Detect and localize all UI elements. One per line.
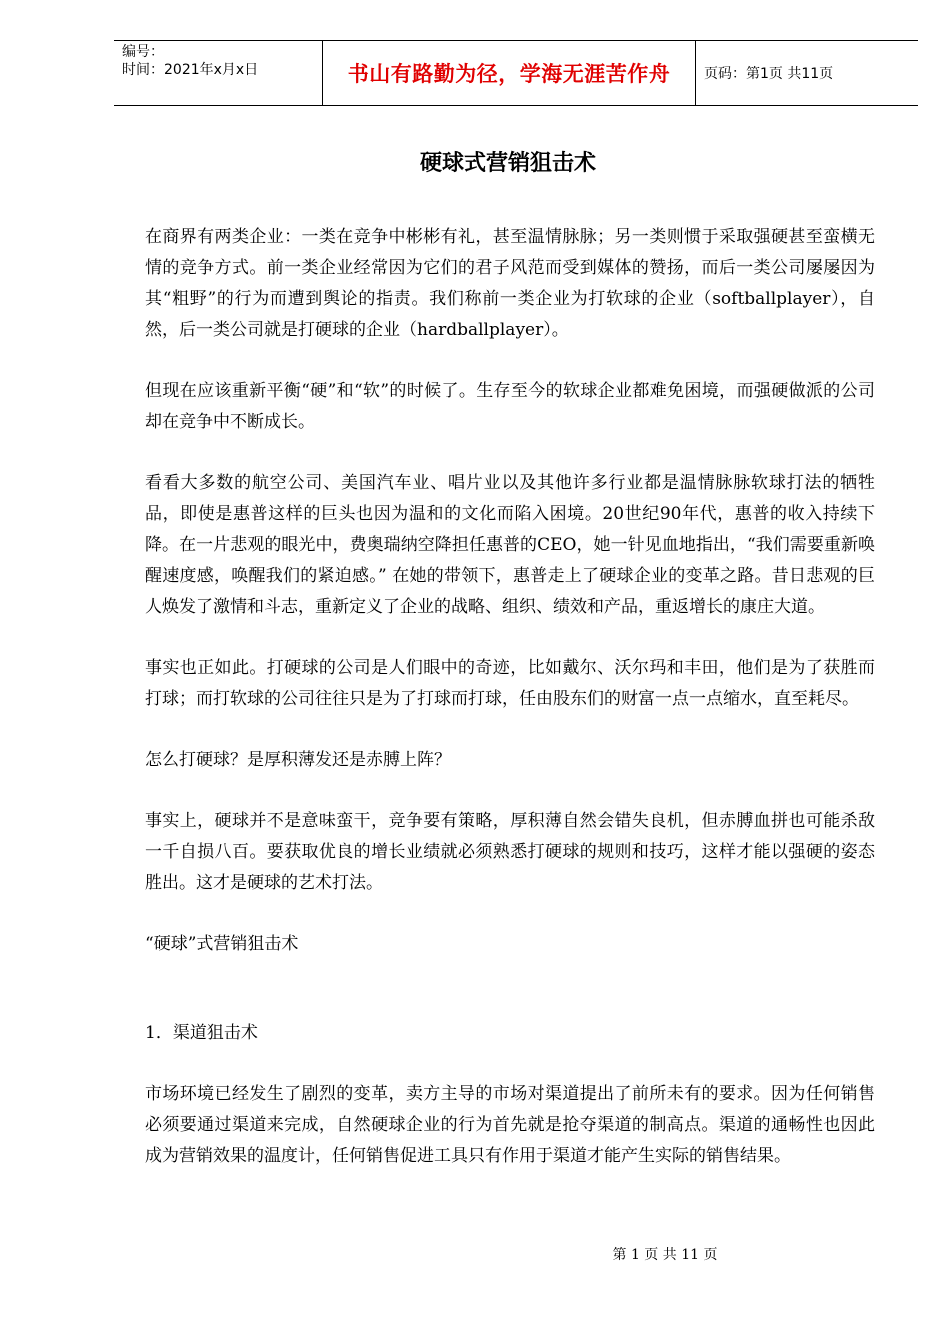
paragraph-4: 事实也正如此。打硬球的公司是人们眼中的奇迹，比如戴尔、沃尔玛和丰田，他们是为了获胜而打球；而打软球的公司往往只是为了打球而打球，任由股东们的财富一点一点缩水，直至耗尽。 xyxy=(145,658,875,709)
number-label: 编号： xyxy=(122,44,164,60)
header-meta-cell xyxy=(114,41,323,106)
paragraph-3: 看看大多数的航空公司、美国汽车业、唱片业以及其他许多行业都是温情脉脉软球打法的牺牲品，即使是惠普这样的巨头也因为温和的文化而陷入困境。20世纪90年代，惠普的收入持续下降。在一片悲观的眼光中，费奥瑞纳空降担任惠普的CEO，她一针见血地指出，“我们需要重新唤醒速度感，唤醒我们的紧迫感。” 在她的带领下，惠普走上了硬球企业的变革之路。昔日悲观的巨人焕发了激情和斗志，重新定义了企业的战略、组织、绩效和产品，重返增长的康庄大道。 xyxy=(145,473,875,617)
page-info: 页码：第1页 共11页 xyxy=(704,66,834,82)
page-footer: 第 1 页 共 11 页 xyxy=(612,1247,718,1263)
document-body xyxy=(145,222,875,1172)
subsection-heading: 1．渠道狙击术 xyxy=(145,1023,258,1043)
paragraph-6: 事实上，硬球并不是意味蛮干，竞争要有策略，厚积薄自然会错失良机，但赤膊血拼也可能杀敌一千自损八百。要获取优良的增长业绩就必须熟悉打硬球的规则和技巧，这样才能以强硬的姿态胜出。这才是硬球的艺术打法。 xyxy=(145,811,875,893)
time-label: 时间：2021年x月x日 xyxy=(122,62,259,78)
header-page-cell xyxy=(696,41,919,106)
section-heading: “硬球”式营销狙击术 xyxy=(145,934,299,954)
paragraph-1: 在商界有两类企业：一类在竞争中彬彬有礼，甚至温情脉脉；另一类则惯于采取强硬甚至蛮横无情的竞争方式。前一类企业经常因为它们的君子风范而受到媒体的赞扬，而后一类公司屡屡因为其“粗野”的行为而遭到舆论的指责。我们称前一类企业为打软球的企业（softballplayer），自然，后一类公司就是打硬球的企业（hardballplayer）。 xyxy=(145,227,875,340)
motto: 书山有路勤为径，学海无涯苦作舟 xyxy=(347,62,671,86)
paragraph-2: 但现在应该重新平衡“硬”和“软”的时候了。生存至今的软球企业都难免困境，而强硬做派的公司却在竞争中不断成长。 xyxy=(145,381,875,432)
header-table xyxy=(114,40,918,106)
paragraph-5: 怎么打硬球？是厚积薄发还是赤膊上阵？ xyxy=(145,750,451,770)
document-title: 硬球式营销狙击术 xyxy=(419,150,596,176)
header-motto-cell xyxy=(323,41,696,106)
paragraph-7: 市场环境已经发生了剧烈的变革，卖方主导的市场对渠道提出了前所未有的要求。因为任何销售必须要通过渠道来完成，自然硬球企业的行为首先就是抢夺渠道的制高点。渠道的通畅性也因此成为营销效果的温度计，任何销售促进工具只有作用于渠道才能产生实际的销售结果。 xyxy=(145,1084,875,1166)
